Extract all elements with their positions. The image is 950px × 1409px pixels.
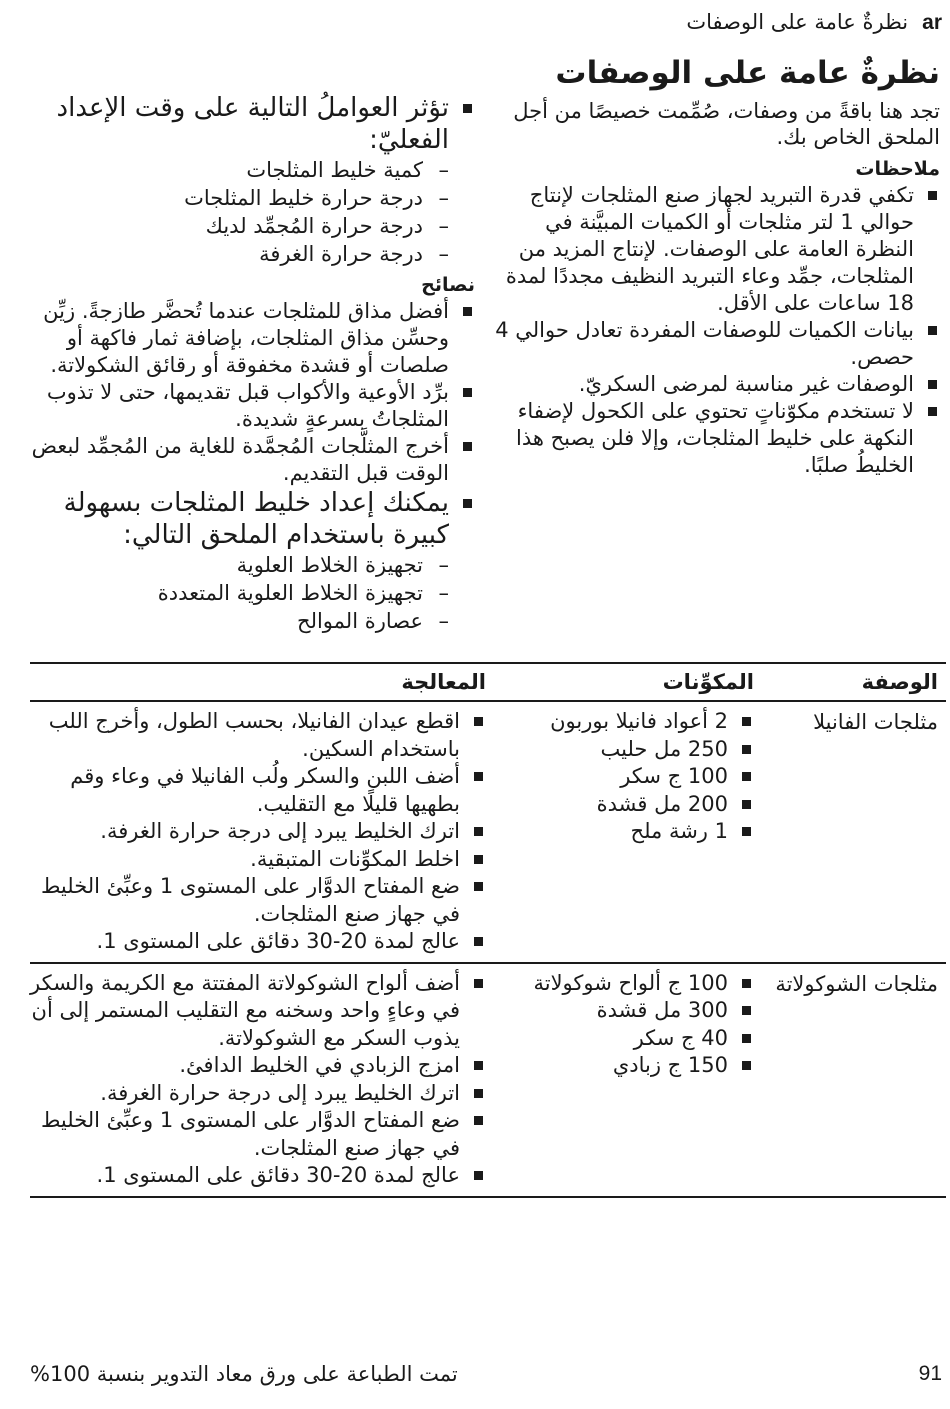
steps-cell <box>30 970 496 1190</box>
step-item: اترك الخليط يبرد إلى درجة حرارة الغرفة. <box>30 818 486 846</box>
left-column <box>27 92 475 635</box>
recipe-name: مثلجات الفانيلا <box>813 710 938 734</box>
header-recipe: الوصفة <box>861 670 938 694</box>
ingredients-cell <box>496 708 766 956</box>
factors-sublist <box>27 156 449 268</box>
step-item: ضع المفتاح الدوَّار على المستوى 1 وعبِّئ الخليط في جهاز صنع المثلجات. <box>30 873 486 928</box>
ingredient-item: 150 ج زبادي <box>496 1052 754 1080</box>
prep-item: – عصارة الموالح <box>27 607 449 635</box>
tip-item-prep <box>27 487 475 635</box>
step-item: أضف اللبن والسكر ولُب الفانيلا في وعاء وقم بطهيها قليلًا مع التقليب. <box>30 763 486 818</box>
factors-list <box>27 92 475 268</box>
recipe-table <box>30 662 946 1198</box>
prep-item: – تجهيزة الخلاط العلوية <box>27 551 449 579</box>
page-number: 91 <box>918 1362 942 1385</box>
table-header-row <box>30 664 946 702</box>
tip-item: برِّد الأوعية والأكواب قبل تقديمها، حتى لا تذوب المثلجاتُ بسرعةٍ شديدة. <box>27 379 475 433</box>
recipe-name: مثلجات الشوكولاتة <box>775 971 938 996</box>
step-item: اترك الخليط يبرد إلى درجة حرارة الغرفة. <box>30 1080 486 1108</box>
ingredient-item: 40 ج سكر <box>496 1025 754 1053</box>
ingredient-item: 300 مل قشدة <box>496 997 754 1025</box>
step-item: عالج لمدة 20-30 دقائق على المستوى 1. <box>30 1162 486 1190</box>
prep-lead-text: يمكنك إعداد خليط المثلجات بسهولة كبيرة باستخدام الملحق التالي: <box>63 488 449 550</box>
ingredient-item: 2 أعواد فانيلا بوربون <box>496 708 754 736</box>
factor-item: – كمية خليط المثلجات <box>27 156 449 184</box>
language-code: ar <box>922 11 942 34</box>
tip-item: أفضل مذاق للمثلجات عندما تُحضَّر طازجةً. زيِّن وحسِّن مذاق المثلجات، بإضافة ثمار فاكهة أو صلصات أو قشدة مخفوقة أو رقائق الشكولاتة. <box>27 298 475 379</box>
factor-item: – درجة حرارة خليط المثلجات <box>27 184 449 212</box>
page-title: نظرةٌ عامة على الوصفات <box>555 55 940 91</box>
step-item: اقطع عيدان الفانيلا، بحسب الطول، وأخرج اللب باستخدام السكين. <box>30 708 486 763</box>
factors-lead <box>27 92 475 268</box>
header-ingredients: المكوِّنات <box>662 670 754 694</box>
intro-text: تجد هنا باقةً من وصفات، صُمِّمت خصيصًا من أجل الملحق الخاص بك. <box>513 99 940 149</box>
ingredient-item: 1 رشة ملح <box>496 818 754 846</box>
note-item: تكفي قدرة التبريد لجهاز صنع المثلجات لإنتاج حوالي 1 لتر مثلجات أو الكميات المبيَّنة في النظرة العامة على الوصفات. لإنتاج المزيد من المثلجات، جمِّد وعاء التبريد النظيف مجددًا لمدة 18 ساعات على الأقل. <box>490 182 940 317</box>
notes-heading: ملاحظات <box>855 158 940 180</box>
right-column <box>490 52 940 479</box>
ingredient-item: 250 مل حليب <box>496 736 754 764</box>
factor-item: – درجة حرارة الغرفة <box>27 240 449 268</box>
note-item: لا تستخدم مكوّناتٍ تحتوي على الكحول لإضفاء النكهة على خليط المثلجات، وإلا فلن يصبح هذا الخليطُ صلبًا. <box>490 398 940 479</box>
notes-list <box>490 182 940 479</box>
running-header <box>686 10 942 35</box>
steps-list <box>30 708 486 956</box>
steps-list <box>30 970 486 1190</box>
tip-item: أخرج المثلَّجات المُجمَّدة للغاية من المُجمِّد لبعض الوقت قبل التقديم. <box>27 433 475 487</box>
table-row <box>30 964 946 1198</box>
ingredients-list <box>496 708 754 846</box>
prep-item: – تجهيزة الخلاط العلوية المتعددة <box>27 579 449 607</box>
factors-lead-text: تؤثر العواملُ التالية على وقت الإعداد الفعليّ: <box>56 93 449 155</box>
header-processing: المعالجة <box>401 670 486 694</box>
factor-item: – درجة حرارة المُجمِّد لديك <box>27 212 449 240</box>
step-item: عالج لمدة 20-30 دقائق على المستوى 1. <box>30 928 486 956</box>
prep-sublist <box>27 551 449 635</box>
ingredient-item: 100 ج ألواح شوكولاتة <box>496 970 754 998</box>
step-item: اخلط المكوِّنات المتبقية. <box>30 846 486 874</box>
tips-list <box>27 298 475 635</box>
recycled-paper-note: تمت الطباعة على ورق معاد التدوير بنسبة 100% <box>30 1362 458 1386</box>
ingredients-list <box>496 970 754 1080</box>
running-header-title: نظرةٌ عامة على الوصفات <box>686 10 909 34</box>
ingredient-item: 100 ج سكر <box>496 763 754 791</box>
note-item: الوصفات غير مناسبة لمرضى السكريّ. <box>490 371 940 398</box>
note-item: بيانات الكميات للوصفات المفردة تعادل حوالي 4 حصص. <box>490 317 940 371</box>
tips-heading: نصائح <box>421 274 475 296</box>
steps-cell <box>30 708 496 956</box>
step-item: ضع المفتاح الدوَّار على المستوى 1 وعبِّئ الخليط في جهاز صنع المثلجات. <box>30 1107 486 1162</box>
step-item: امزج الزبادي في الخليط الدافئ. <box>30 1052 486 1080</box>
ingredient-item: 200 مل قشدة <box>496 791 754 819</box>
table-row <box>30 702 946 964</box>
step-item: أضف ألواح الشوكولاتة المفتتة مع الكريمة والسكر في وعاءٍ واحد وسخنه مع التقليب المستمر إلى أن يذوب السكر مع الشوكولاتة. <box>30 970 486 1053</box>
page-footer <box>30 1362 942 1392</box>
ingredients-cell <box>496 970 766 1190</box>
